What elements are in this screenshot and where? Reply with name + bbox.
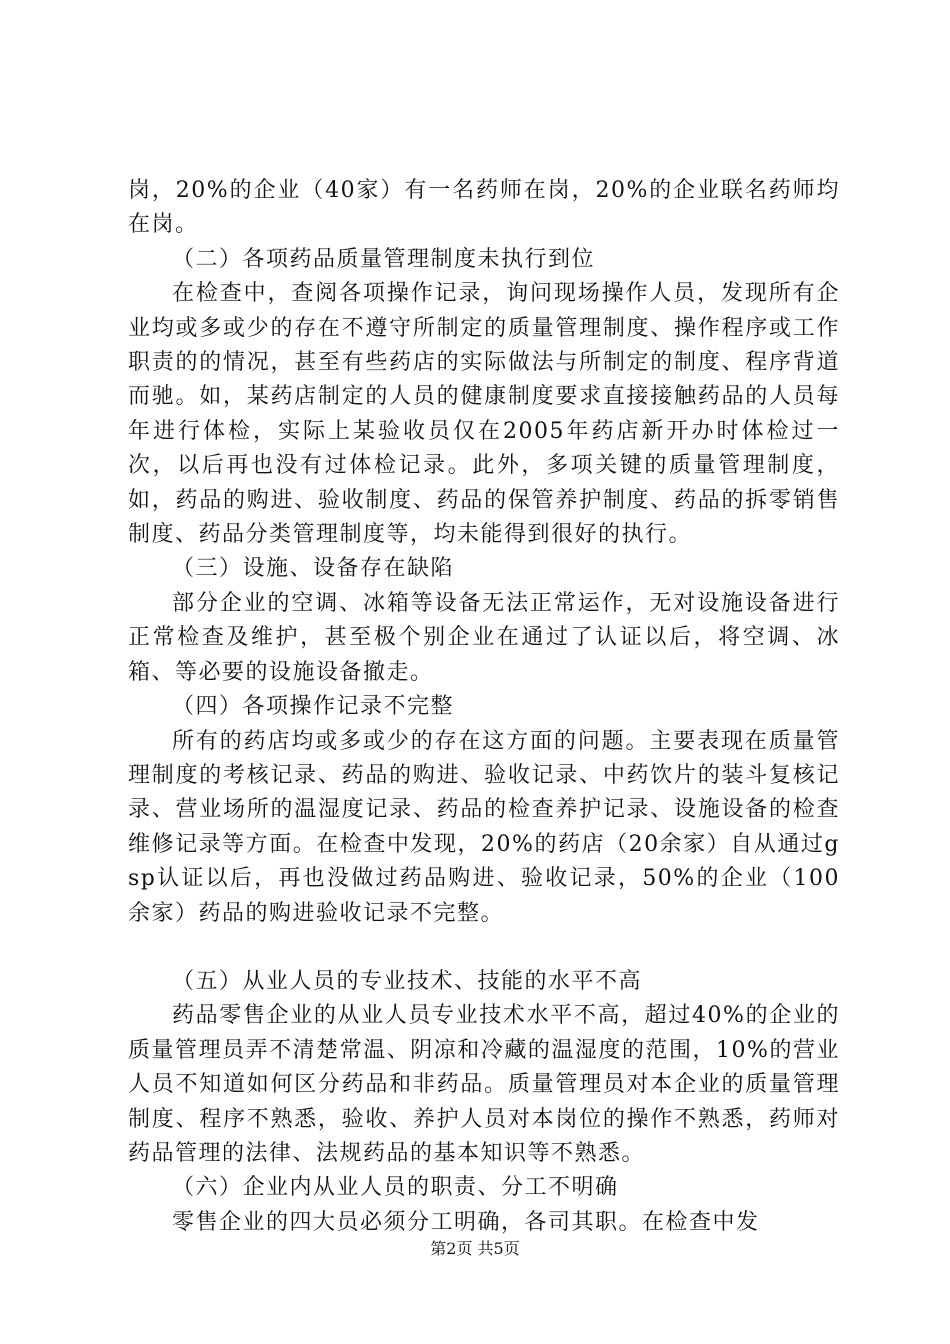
section-heading-5: （五）从业人员的专业技术、技能的水平不高 xyxy=(172,968,643,994)
section-heading-2: （二）各项药品质量管理制度未执行到位 xyxy=(172,246,596,272)
paragraph-section-6: 零售企业的四大员必须分工明确，各司其职。在检查中发 xyxy=(172,1209,760,1235)
paragraph-section-3: 部分企业的空调、冰箱等设备无法正常运作，无对设施设备进行正常检查及维护，甚至极个别企业在通过了认证以后，将空调、冰箱、等必要的设施设备撤走。 xyxy=(128,590,840,685)
paragraph-continuation: 岗，20%的企业（40家）有一名药师在岗，20%的企业联名药师均在岗。 xyxy=(128,178,840,238)
paragraph-section-5: 药品零售企业的从业人员专业技术水平不高，超过40%的企业的质量管理员弄不清楚常温、阴凉和冷藏的温湿度的范围，10%的营业人员不知道如何区分药品和非药品。质量管理员对本企业的质量管理制度、程序不熟悉，验收、养护人员对本岗位的操作不熟悉，药师对药品管理的法律、法规药品的基本知识等不熟悉。 xyxy=(128,1003,840,1166)
page-number-footer: 第2页 共5页 xyxy=(430,1239,520,1258)
paragraph-section-2: 在检查中，查阅各项操作记录，询问现场操作人员，发现所有企业均或多或少的存在不遵守所制定的质量管理制度、操作程序或工作职责的的情况，甚至有些药店的实际做法与所制定的制度、程序背道而驰。如，某药店制定的人员的健康制度要求直接接触药品的人员每年进行体检，实际上某验收员仅在2005年药店新开办时体检过一次，以后再也没有过体检记录。此外，多项关键的质量管理制度，如，药品的购进、验收制度、药品的保管养护制度、药品的拆零销售制度、药品分类管理制度等，均未能得到很好的执行。 xyxy=(128,281,840,548)
blank-line xyxy=(128,931,840,965)
section-heading-4: （四）各项操作记录不完整 xyxy=(172,694,455,720)
section-heading-6: （六）企业内从业人员的职责、分工不明确 xyxy=(172,1175,619,1201)
paragraph-section-4: 所有的药店均或多或少的存在这方面的问题。主要表现在质量管理制度的考核记录、药品的购进、验收记录、中药饮片的装斗复核记录、营业场所的温湿度记录、药品的检查养护记录、设施设备的检查维修记录等方面。在检查中发现，20%的药店（20余家）自从通过gsp认证以后，再也没做过药品购进、验收记录，50%的企业（100余家）药品的购进验收记录不完整。 xyxy=(128,728,840,926)
document-body xyxy=(128,174,840,1240)
section-heading-3: （三）设施、设备存在缺陷 xyxy=(172,556,455,582)
